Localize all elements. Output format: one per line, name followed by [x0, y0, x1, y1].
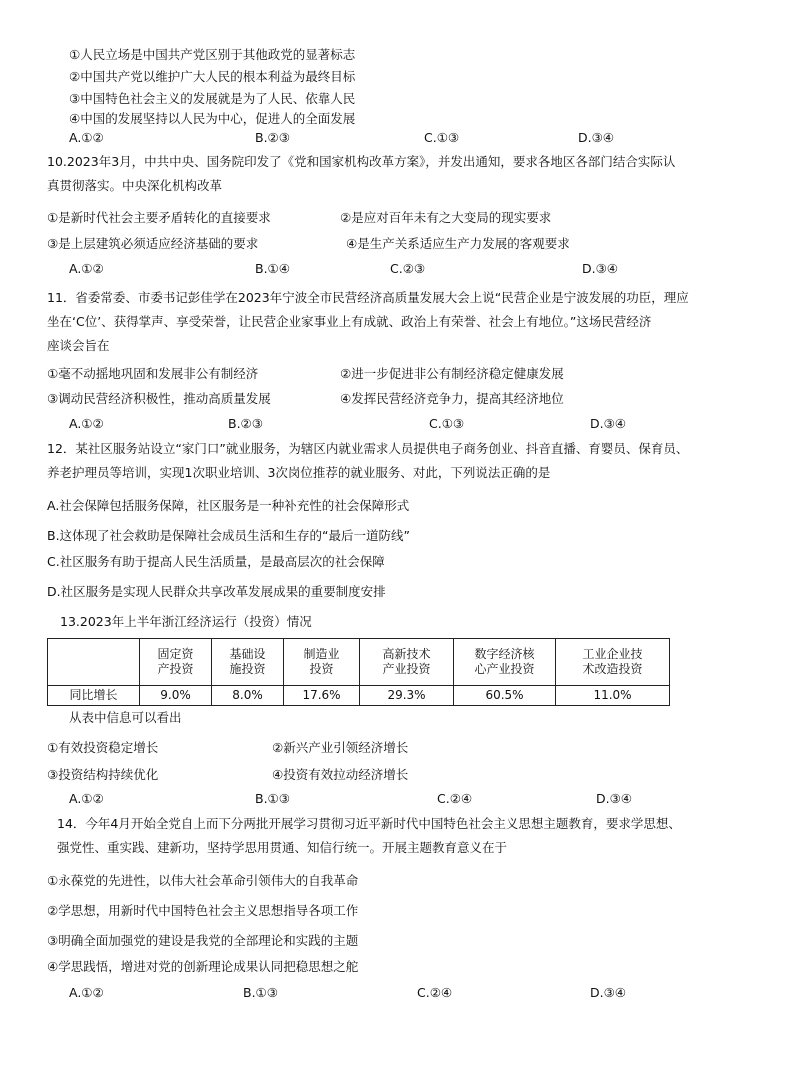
q14-option-c: C.②④: [417, 985, 453, 1000]
q12-choice-c: C.社区服务有助于提高人民生活质量，是最高层次的社会保障: [47, 554, 385, 569]
table-header-cell: 工业企业技 术改造投资: [556, 639, 670, 686]
q13-option-a: A.①②: [69, 791, 104, 806]
q11-item-4: ④发挥民营经济竞争力，提高其经济地位: [340, 391, 564, 406]
q13-after-table: 从表中信息可以看出: [69, 710, 182, 725]
q9-item-1: ①人民立场是中国共产党区别于其他政党的显著标志: [69, 47, 356, 62]
q11-option-d: D.③④: [590, 416, 627, 431]
q9-item-2: ②中国共产党以维护广大人民的根本利益为最终目标: [69, 69, 356, 84]
q10-option-d: D.③④: [582, 261, 619, 276]
q11-stem-line-1: 11．省委常委、市委书记彭佳学在2023年宁波全市民营经济高质量发展大会上说“民营企业是宁波发展的功臣，理应: [47, 290, 689, 305]
q14-stem-line-2: 强党性、重实践、建新功，坚持学思用贯通、知信行统一。开展主题教育意义在于: [57, 840, 508, 855]
q13-option-c: C.②④: [437, 791, 473, 806]
q13-item-3: ③投资结构持续优化: [47, 767, 159, 782]
table-row: [48, 685, 670, 705]
q13-item-4: ④投资有效拉动经济增长: [272, 767, 409, 782]
table-header-cell: 制造业 投资: [284, 639, 360, 686]
table-cell: 29.3%: [360, 685, 454, 705]
q13-stem: 13.2023年上半年浙江经济运行（投资）情况: [60, 614, 312, 629]
q9-option-c: C.①③: [424, 130, 460, 145]
q10-item-1: ①是新时代社会主要矛盾转化的直接要求: [47, 210, 271, 225]
q14-item-2: ②学思想，用新时代中国特色社会主义思想指导各项工作: [47, 903, 359, 918]
q14-option-a: A.①②: [69, 985, 104, 1000]
table-cell: 60.5%: [454, 685, 556, 705]
q9-item-3: ③中国特色社会主义的发展就是为了人民、依靠人民: [69, 91, 356, 106]
q12-choice-a: A.社会保障包括服务保障，社区服务是一种补充性的社会保障形式: [47, 498, 410, 513]
investment-table: [47, 638, 670, 706]
q11-option-c: C.①③: [429, 416, 465, 431]
q11-item-1: ①毫不动摇地巩固和发展非公有制经济: [47, 366, 259, 381]
q13-option-d: D.③④: [596, 791, 633, 806]
table-corner-cell: [48, 639, 140, 686]
q11-item-2: ②进一步促进非公有制经济稳定健康发展: [340, 366, 564, 381]
q12-choice-d: D.社区服务是实现人民群众共享改革发展成果的重要制度安排: [47, 584, 386, 599]
q12-stem-line-1: 12．某社区服务站设立“家门口”就业服务，为辖区内就业需求人员提供电子商务创业、抖音直播、育婴员、保育员、: [47, 441, 689, 456]
q11-item-3: ③调动民营经济积极性，推动高质量发展: [47, 391, 271, 406]
q10-option-c: C.②③: [390, 261, 426, 276]
table-cell: 17.6%: [284, 685, 360, 705]
table-header-cell: 固定资 产投资: [140, 639, 212, 686]
table-cell: 8.0%: [212, 685, 284, 705]
q9-option-d: D.③④: [578, 130, 615, 145]
q14-option-b: B.①③: [243, 985, 278, 1000]
q9-option-a: A.①②: [69, 130, 104, 145]
q12-stem-line-2: 养老护理员等培训，实现1次职业培训、3次岗位推荐的就业服务、对此，下列说法正确的是: [47, 465, 551, 480]
q10-item-3: ③是上层建筑必须适应经济基础的要求: [47, 236, 259, 251]
q12-choice-b: B.这体现了社会救助是保障社会成员生活和生存的“最后一道防线”: [47, 528, 411, 543]
table-header-cell: 高新技术 产业投资: [360, 639, 454, 686]
q11-stem-line-3: 座谈会旨在: [47, 338, 110, 353]
table-header-cell: 数字经济核 心产业投资: [454, 639, 556, 686]
table-header-row: [48, 639, 670, 686]
q14-stem-line-1: 14．今年4月开始全党自上而下分两批开展学习贯彻习近平新时代中国特色社会主义思想主题教育，要求学思想、: [57, 816, 681, 831]
table-header-cell: 基础设 施投资: [212, 639, 284, 686]
q14-item-3: ③明确全面加强党的建设是我党的全部理论和实践的主题: [47, 933, 359, 948]
q14-option-d: D.③④: [590, 985, 627, 1000]
q14-item-1: ①永葆党的先进性，以伟大社会革命引领伟大的自我革命: [47, 873, 359, 888]
q10-item-4: ④是生产关系适应生产力发展的客观要求: [346, 236, 570, 251]
q11-option-a: A.①②: [69, 416, 104, 431]
table-cell: 9.0%: [140, 685, 212, 705]
q10-option-b: B.①④: [255, 261, 290, 276]
q11-option-b: B.②③: [228, 416, 263, 431]
q9-item-4: ④中国的发展坚持以人民为中心，促进人的全面发展: [69, 111, 356, 126]
table-cell: 11.0%: [556, 685, 670, 705]
q10-option-a: A.①②: [69, 261, 104, 276]
q14-item-4: ④学思践悟，增进对党的创新理论成果认同把稳思想之舵: [47, 959, 359, 974]
q11-stem-line-2: 坐在‘C位’、获得掌声、享受荣誉，让民营企业家事业上有成就、政治上有荣誉、社会上有地位。”这场民营经济: [47, 314, 652, 329]
q10-stem-line-2: 真贯彻落实。中央深化机构改革: [47, 178, 223, 193]
q13-item-1: ①有效投资稳定增长: [47, 740, 159, 755]
table-row-label: 同比增长: [48, 685, 140, 705]
q13-option-b: B.①③: [255, 791, 290, 806]
q9-option-b: B.②③: [255, 130, 290, 145]
q10-stem-line-1: 10.2023年3月，中共中央、国务院印发了《党和国家机构改革方案》，并发出通知，要求各地区各部门结合实际认: [47, 154, 676, 169]
q13-item-2: ②新兴产业引领经济增长: [272, 740, 409, 755]
q10-item-2: ②是应对百年未有之大变局的现实要求: [340, 210, 552, 225]
